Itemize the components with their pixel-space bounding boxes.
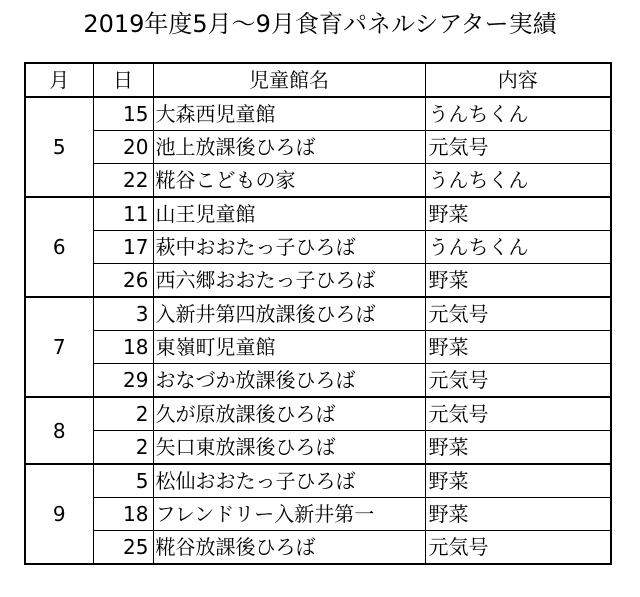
- day-cell: 29: [93, 364, 153, 398]
- content-cell: 元気号: [425, 531, 611, 565]
- day-cell: 25: [93, 531, 153, 565]
- table-row: [25, 264, 611, 298]
- table-row: [25, 531, 611, 565]
- facility-name-cell: 糀谷こどもの家: [153, 164, 425, 198]
- day-cell: 5: [93, 464, 153, 498]
- month-cell: 6: [25, 197, 93, 297]
- facility-name-cell: 松仙おおたっ子ひろば: [153, 464, 425, 498]
- month-cell: 8: [25, 397, 93, 464]
- table-row: [25, 197, 611, 231]
- column-header-day: 日: [93, 63, 153, 97]
- facility-name-cell: フレンドリー入新井第一: [153, 498, 425, 531]
- month-cell: 9: [25, 464, 93, 564]
- content-cell: うんちくん: [425, 164, 611, 198]
- content-cell: 野菜: [425, 197, 611, 231]
- day-cell: 20: [93, 131, 153, 164]
- day-cell: 26: [93, 264, 153, 298]
- content-cell: 元気号: [425, 131, 611, 164]
- table-row: [25, 397, 611, 431]
- day-cell: 3: [93, 297, 153, 331]
- table-row: [25, 364, 611, 398]
- facility-name-cell: 山王児童館: [153, 197, 425, 231]
- month-cell: 7: [25, 297, 93, 397]
- facility-name-cell: 糀谷放課後ひろば: [153, 531, 425, 565]
- table-row: [25, 331, 611, 364]
- content-cell: 野菜: [425, 464, 611, 498]
- day-cell: 11: [93, 197, 153, 231]
- day-cell: 15: [93, 97, 153, 131]
- content-cell: 元気号: [425, 397, 611, 431]
- day-cell: 17: [93, 231, 153, 264]
- content-cell: 野菜: [425, 264, 611, 298]
- facility-name-cell: 久が原放課後ひろば: [153, 397, 425, 431]
- facility-name-cell: 大森西児童館: [153, 97, 425, 131]
- table-row: [25, 231, 611, 264]
- facility-name-cell: 矢口東放課後ひろば: [153, 431, 425, 465]
- content-cell: 野菜: [425, 331, 611, 364]
- day-cell: 22: [93, 164, 153, 198]
- column-header-name: 児童館名: [153, 63, 425, 97]
- table-row: [25, 97, 611, 131]
- content-cell: 野菜: [425, 431, 611, 465]
- content-cell: うんちくん: [425, 97, 611, 131]
- day-cell: 2: [93, 397, 153, 431]
- column-header-month: 月: [25, 63, 93, 97]
- content-cell: 野菜: [425, 498, 611, 531]
- column-header-content: 内容: [425, 63, 611, 97]
- table-row: [25, 164, 611, 198]
- content-cell: 元気号: [425, 297, 611, 331]
- table-row: [25, 431, 611, 465]
- facility-name-cell: 池上放課後ひろば: [153, 131, 425, 164]
- page-title: 2019年度5月～9月食育パネルシアター実績: [83, 10, 557, 38]
- facility-name-cell: 入新井第四放課後ひろば: [153, 297, 425, 331]
- day-cell: 18: [93, 331, 153, 364]
- facility-name-cell: 萩中おおたっ子ひろば: [153, 231, 425, 264]
- table-row: [25, 297, 611, 331]
- table-row: [25, 498, 611, 531]
- facility-name-cell: 東嶺町児童館: [153, 331, 425, 364]
- content-cell: うんちくん: [425, 231, 611, 264]
- facility-name-cell: おなづか放課後ひろば: [153, 364, 425, 398]
- facility-name-cell: 西六郷おおたっ子ひろば: [153, 264, 425, 298]
- records-table: [24, 62, 612, 565]
- month-cell: 5: [25, 97, 93, 197]
- day-cell: 18: [93, 498, 153, 531]
- table-row: [25, 131, 611, 164]
- day-cell: 2: [93, 431, 153, 465]
- content-cell: 元気号: [425, 364, 611, 398]
- header-row: [25, 63, 611, 97]
- table-row: [25, 464, 611, 498]
